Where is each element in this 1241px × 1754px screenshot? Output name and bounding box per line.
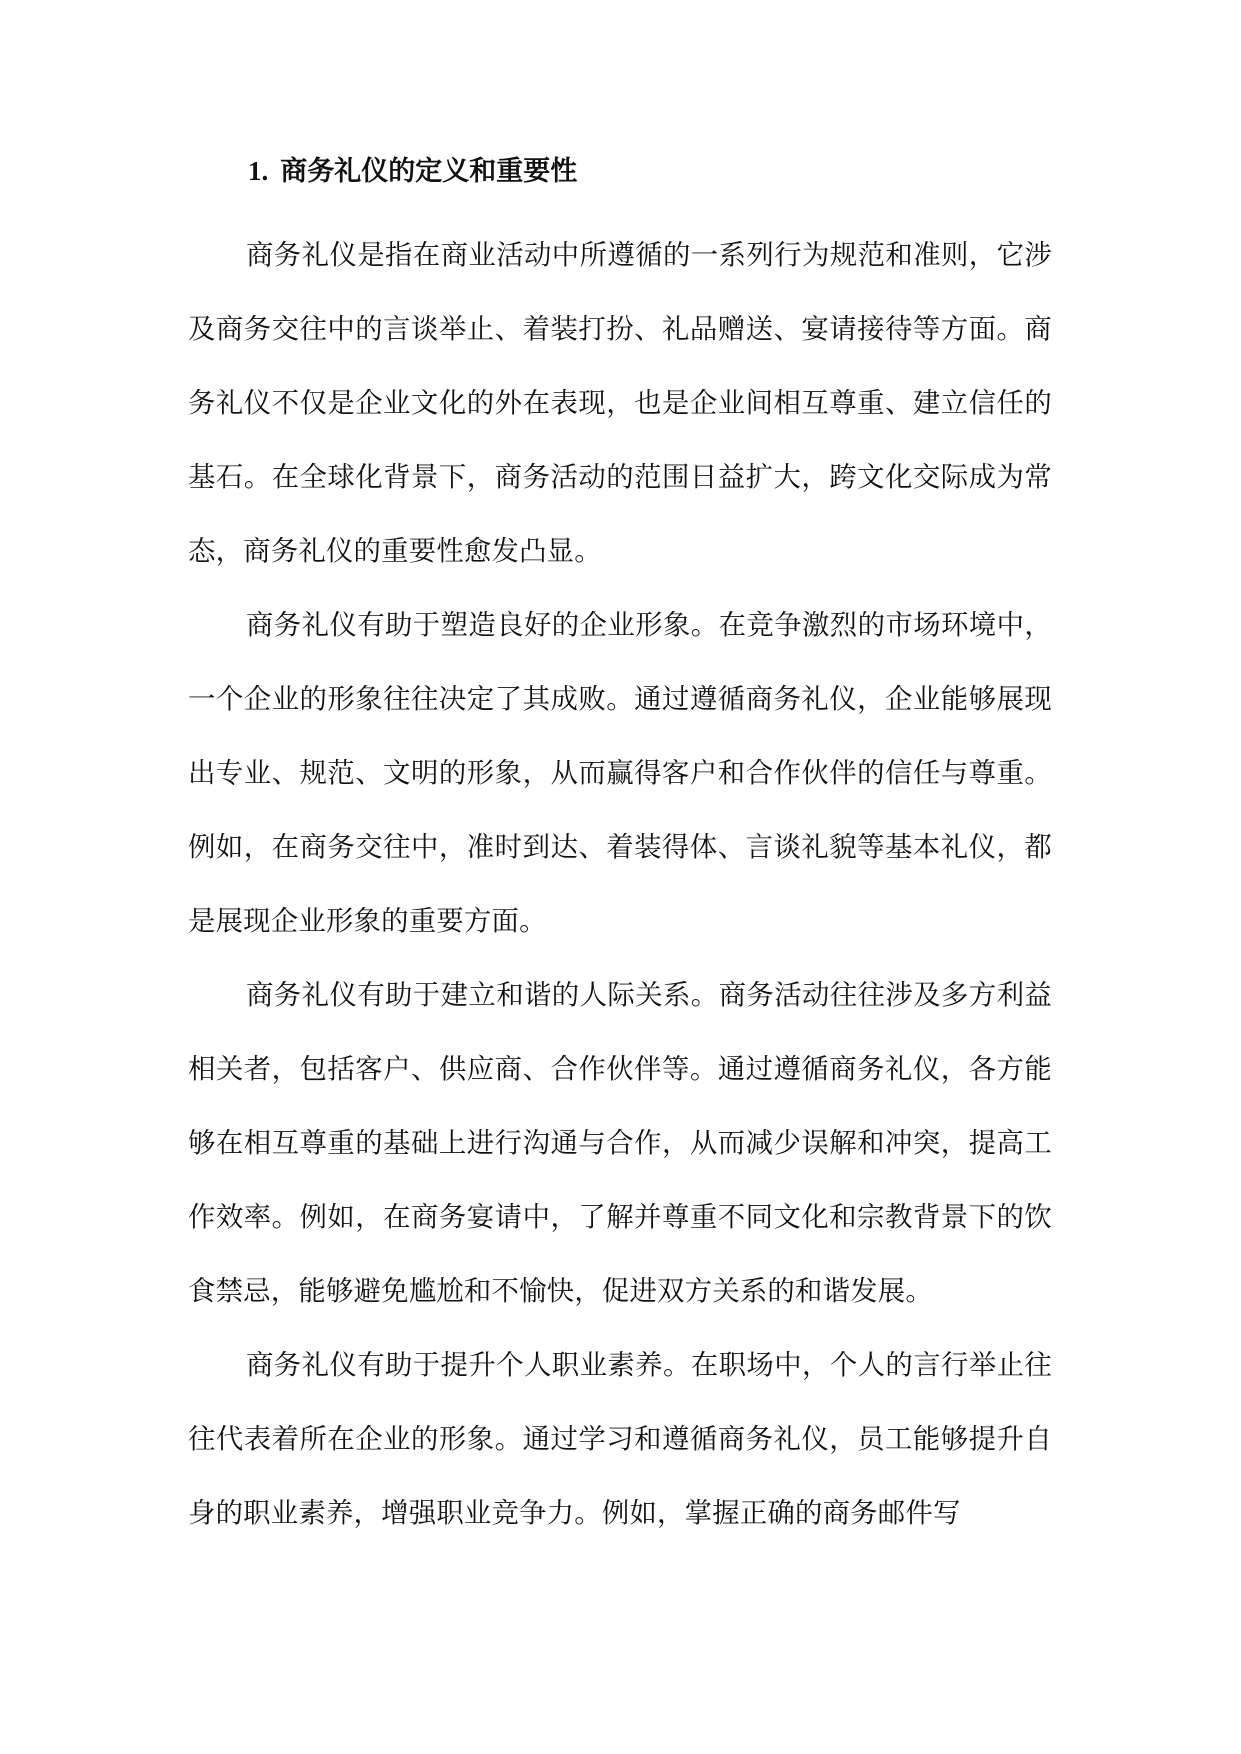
paragraph-relationships: 商务礼仪有助于建立和谐的人际关系。商务活动往往涉及多方利益相关者，包括客户、供应商、合作伙伴等。通过遵循商务礼仪，各方能够在相互尊重的基础上进行沟通与合作，从而减少误解和冲突，提高工作效率。例如，在商务宴请中，了解并尊重不同文化和宗教背景下的饮食禁忌，能够避免尴尬和不愉快，促进双方关系的和谐发展。 bbox=[188, 980, 1052, 1307]
section-title: 商务礼仪的定义和重要性 bbox=[280, 156, 578, 187]
section-number: 1. bbox=[248, 156, 269, 186]
document-body bbox=[188, 219, 1052, 1551]
section-heading bbox=[248, 150, 577, 193]
paragraph-definition: 商务礼仪是指在商业活动中所遵循的一系列行为规范和准则，它涉及商务交往中的言谈举止、着装打扮、礼品赠送、宴请接待等方面。商务礼仪不仅是企业文化的外在表现，也是企业间相互尊重、建立信任的基石。在全球化背景下，商务活动的范围日益扩大，跨文化交际成为常态，商务礼仪的重要性愈发凸显。 bbox=[188, 240, 1052, 567]
paragraph-professionalism: 商务礼仪有助于提升个人职业素养。在职场中，个人的言行举止往往代表着所在企业的形象。通过学习和遵循商务礼仪，员工能够提升自身的职业素养，增强职业竞争力。例如，掌握正确的商务邮件写 bbox=[188, 1350, 1052, 1529]
paragraph-corporate-image: 商务礼仪有助于塑造良好的企业形象。在竞争激烈的市场环境中，一个企业的形象往往决定了其成败。通过遵循商务礼仪，企业能够展现出专业、规范、文明的形象，从而赢得客户和合作伙伴的信任与尊重。例如，在商务交往中，准时到达、着装得体、言谈礼貌等基本礼仪，都是展现企业形象的重要方面。 bbox=[188, 610, 1052, 937]
